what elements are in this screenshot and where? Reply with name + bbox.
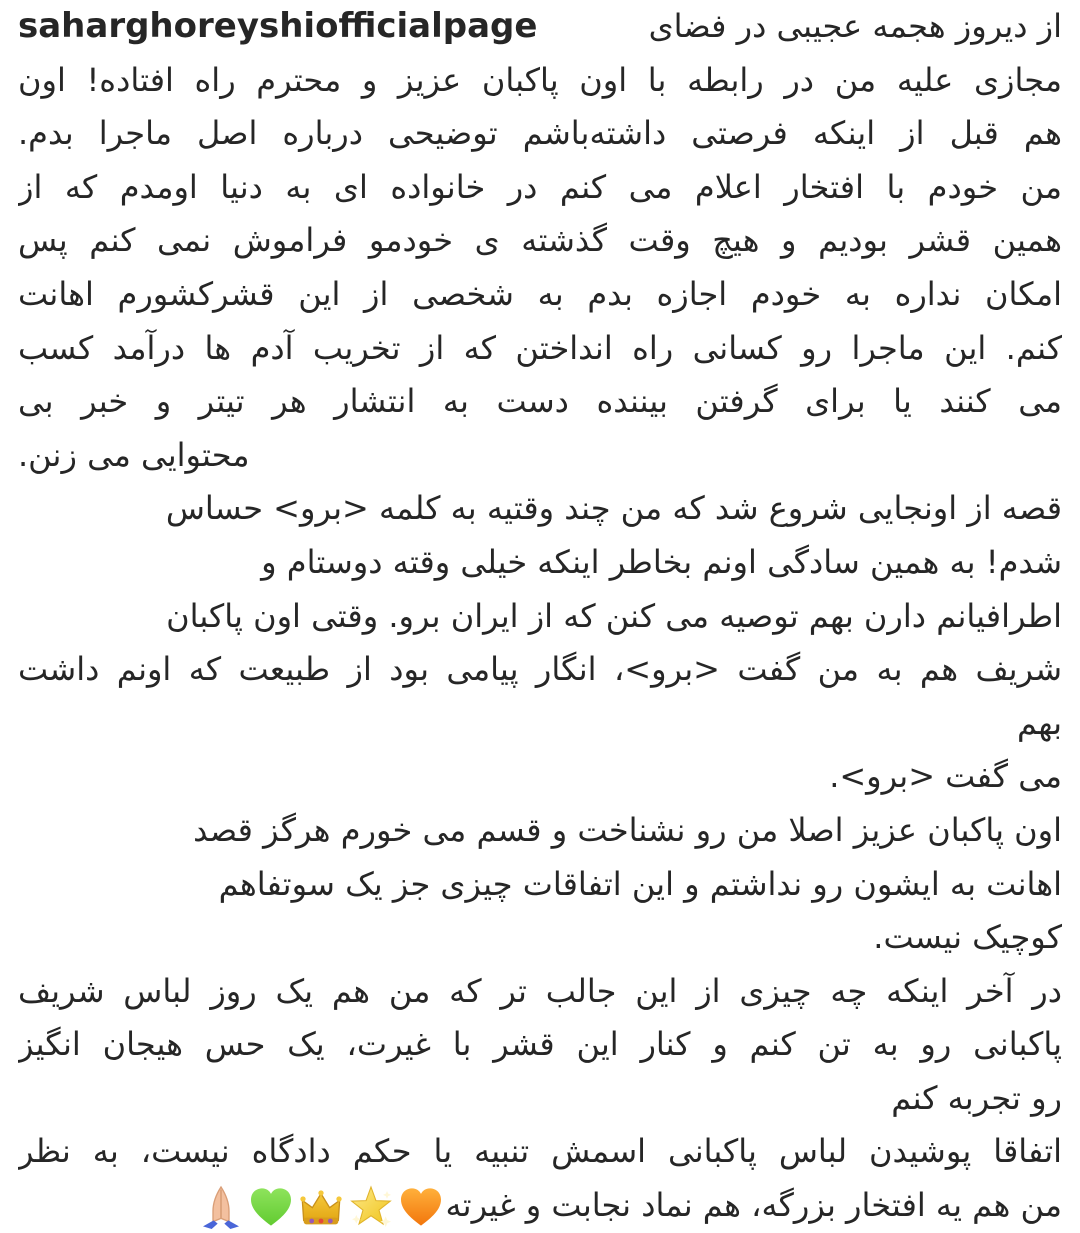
caption-line-text: اتفاقا پوشیدن لباس پاکبانی اسمش تنبیه یا حکم دادگاه نیست، به نظر: [18, 1132, 1062, 1171]
caption-line: [18, 643, 1062, 697]
caption-line: [18, 1018, 1062, 1072]
caption-line: [18, 590, 1062, 644]
caption-line-text: کوچیک نیست.: [873, 918, 1062, 957]
caption-line: [18, 697, 1062, 751]
username-link[interactable]: saharghoreyshiofficialpage: [18, 6, 538, 46]
caption-line: [18, 482, 1062, 536]
folded-hands-emoji: [197, 1183, 245, 1231]
caption-line-text: همین قشر بودیم و هیچ وقت گذشته ی خودمو فراموش نمی کنم پس: [18, 221, 1062, 260]
caption-line: [18, 536, 1062, 590]
caption-line-text: اون پاکبان عزیز اصلا من رو نشناخت و قسم می خورم هرگز قصد: [193, 810, 1062, 849]
caption-line-text: شریف هم به من گفت <برو>، انگار پیامی بود از طبیعت که اونم داشت: [18, 650, 1062, 689]
caption-line: [18, 1125, 1062, 1179]
caption-line-text: بهم: [1017, 703, 1062, 742]
caption-line: [18, 161, 1062, 215]
caption-line-text: می کنند یا برای گرفتن بیننده دست به انتشار هر تیتر و خبر بی: [18, 382, 1062, 421]
caption-line-text: رو تجربه کنم: [891, 1078, 1062, 1117]
caption-line-text: قصه از اونجایی شروع شد که من چند وقتیه به کلمه <برو> حساس: [165, 489, 1062, 528]
caption-line-text: در آخر اینکه چه چیزی از این جالب تر که من هم یک روز لباس شریف: [18, 971, 1062, 1010]
caption-line: [18, 858, 1062, 912]
caption-first-line-text: از دیروز هجمه عجیبی در فضای: [648, 7, 1062, 45]
caption-line: [18, 1072, 1062, 1126]
caption-line: [18, 107, 1062, 161]
caption-line-text: محتوایی می زنن.: [18, 435, 250, 474]
caption-line: [18, 322, 1062, 376]
caption-line: [18, 375, 1062, 429]
caption-line-text: شدم! به همین سادگی اونم بخاطر اینکه خیلی وقته دوستام و: [261, 542, 1062, 581]
caption-line-text: پاکبانی رو به تن کنم و کنار این قشر با غیرت، یک حس هیجان انگیز: [18, 1025, 1062, 1064]
caption-line-text: من هم یه افتخار بزرگه، هم نماد نجابت و غیرته: [445, 1186, 1062, 1225]
caption-line-text: کنم. این ماجرا رو کسانی راه انداختن که از تخریب آدم ها درآمد کسب: [18, 328, 1062, 367]
caption-line-text: اهانت به ایشون رو نداشتم و این اتفاقات چیزی جز یک سوتفاهم: [218, 864, 1062, 903]
caption-line-text: امکان نداره به خودم اجازه بدم به شخصی از این قشرکشورم اهانت: [18, 274, 1062, 313]
caption-line-text: من خودم با افتخار اعلام می کنم در خانواده ای به دنیا اومدم که از: [18, 167, 1062, 206]
caption-line: [18, 214, 1062, 268]
green-heart-emoji: [247, 1183, 295, 1231]
caption-line-first: [18, 0, 1062, 54]
caption-line: [18, 429, 1062, 483]
glowing-star-emoji: [347, 1183, 395, 1231]
caption-line: [18, 1179, 1062, 1233]
caption-line: [18, 54, 1062, 108]
caption-lines-container: [18, 54, 1062, 1233]
caption-line-text: می گفت <برو>.: [829, 757, 1062, 796]
orange-heart-emoji: [397, 1183, 445, 1231]
caption-line: [18, 965, 1062, 1019]
caption-line: [18, 911, 1062, 965]
caption-line: [18, 268, 1062, 322]
caption-line: [18, 804, 1062, 858]
caption-line-text: مجازی علیه من در رابطه با اون پاکبان عزیز و محترم راه افتاده! اون: [18, 60, 1062, 99]
caption-line: [18, 750, 1062, 804]
caption-line-text: هم قبل از اینکه فرصتی داشته‌باشم توضیحی درباره اصل ماجرا بدم.: [18, 114, 1062, 153]
caption-line-text: اطرافیانم دارن بهم توصیه می کنن که از ایران برو. وقتی اون پاکبان: [166, 596, 1062, 635]
crown-emoji: [297, 1183, 345, 1231]
